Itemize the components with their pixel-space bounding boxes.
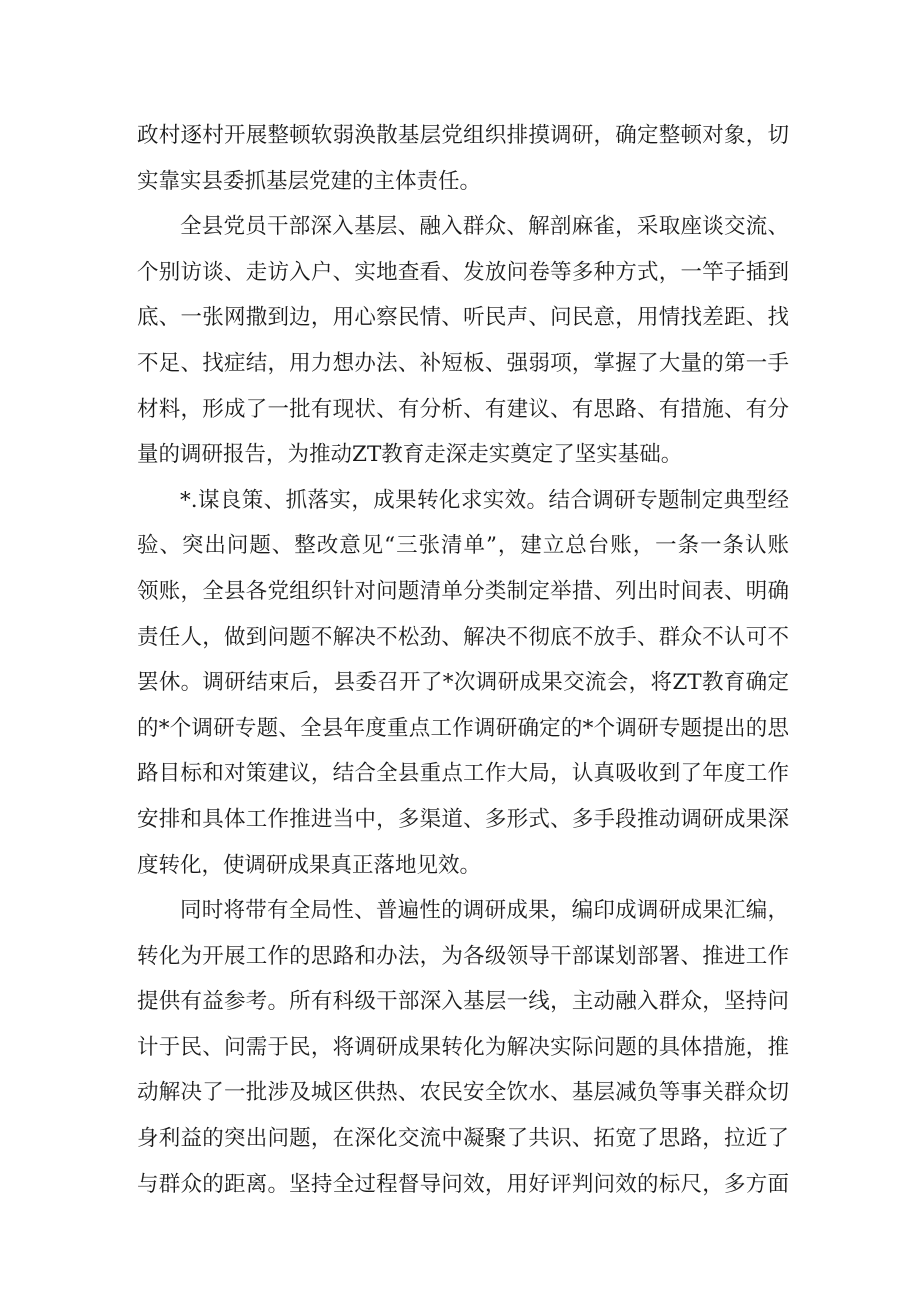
document-body xyxy=(137,113,789,1207)
text-line: 实靠实县委抓基层党建的主体责任。 xyxy=(137,168,482,194)
text-line: 个别访谈、走访入户、实地查看、发放问卷等多种方式，一竿子插到 xyxy=(137,259,789,285)
paragraph-2 xyxy=(137,204,789,478)
text-line: 动解决了一批涉及城区供热、农民安全饮水、基层减负等事关群众切 xyxy=(137,1080,789,1106)
text-line: 全县党员干部深入基层、融入群众、解剖麻雀，采取座谈交流、 xyxy=(180,214,789,240)
text-line: 验、突出问题、整改意见“三张清单”，建立总台账，一条一条认账 xyxy=(137,533,789,559)
text-line: 量的调研报告，为推动ZT教育走深走实奠定了坚实基础。 xyxy=(137,442,683,468)
text-line: 路目标和对策建议，结合全县重点工作大局，认真吸收到了年度工作 xyxy=(137,761,789,787)
text-line: 底、一张网撒到边，用心察民情、听民声、问民意，用情找差距、找 xyxy=(137,305,789,331)
text-line: 同时将带有全局性、普遍性的调研成果，编印成调研成果汇编， xyxy=(180,898,789,924)
text-line: 安排和具体工作推进当中，多渠道、多形式、多手段推动调研成果深 xyxy=(137,806,789,832)
text-line: *.谋良策、抓落实，成果转化求实效。结合调研专题制定典型经 xyxy=(180,487,789,513)
paragraph-4 xyxy=(137,888,789,1207)
text-line: 材料，形成了一批有现状、有分析、有建议、有思路、有措施、有分 xyxy=(137,396,789,422)
paragraph-3 xyxy=(137,478,789,888)
text-line: 责任人，做到问题不解决不松劲、解决不彻底不放手、群众不认可不 xyxy=(137,624,789,650)
text-line: 与群众的距离。坚持全过程督导问效，用好评判问效的标尺，多方面 xyxy=(137,1171,789,1197)
text-line: 政村逐村开展整顿软弱涣散基层党组织排摸调研，确定整顿对象，切 xyxy=(137,123,789,148)
text-line: 转化为开展工作的思路和办法，为各级领导干部谋划部署、推进工作 xyxy=(137,943,789,969)
text-line: 领账，全县各党组织针对问题清单分类制定举措、列出时间表、明确 xyxy=(137,578,789,604)
text-line: 的*个调研专题、全县年度重点工作调研确定的*个调研专题提出的思 xyxy=(137,715,789,741)
text-line: 度转化，使调研成果真正落地见效。 xyxy=(137,852,482,878)
paragraph-1 xyxy=(137,113,789,204)
text-line: 提供有益参考。所有科级干部深入基层一线，主动融入群众，坚持问 xyxy=(137,989,789,1015)
text-line: 罢休。调研结束后，县委召开了*次调研成果交流会，将ZT教育确定 xyxy=(137,670,789,696)
text-line: 身利益的突出问题，在深化交流中凝聚了共识、拓宽了思路，拉近了 xyxy=(137,1126,789,1152)
text-line: 不足、找症结，用力想办法、补短板、强弱项，掌握了大量的第一手 xyxy=(137,350,789,376)
text-line: 计于民、问需于民，将调研成果转化为解决实际问题的具体措施，推 xyxy=(137,1034,789,1060)
